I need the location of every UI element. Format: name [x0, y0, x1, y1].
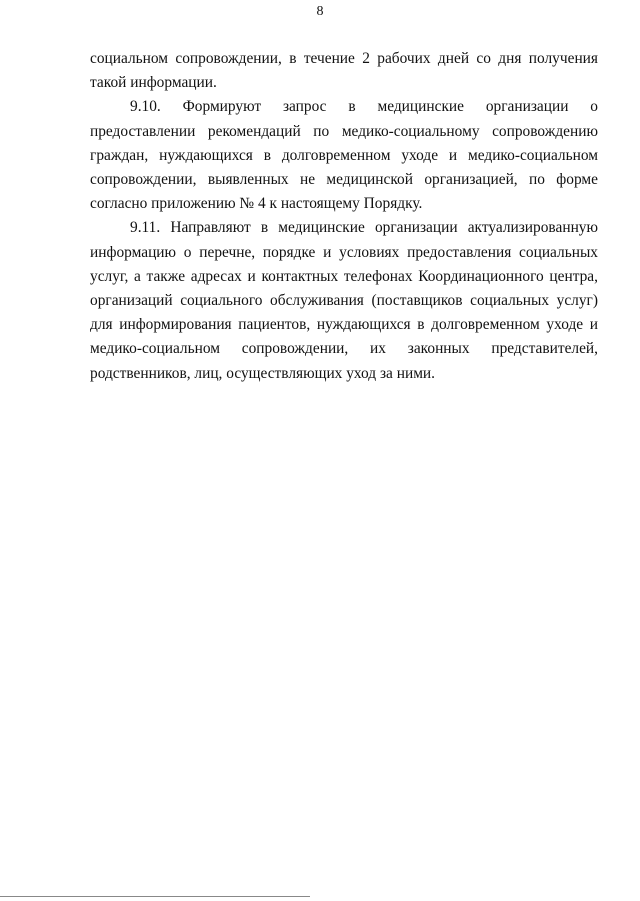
footer-divider — [0, 896, 310, 897]
document-body — [90, 47, 598, 386]
page-number: 8 — [316, 4, 324, 19]
paragraph-item-9-11: 9.11. Направляют в медицинские организации актуализированную информацию о перечне, порядке и условиях предоставления социальных услуг, а также адресах и контактных телефонах Координационного центра, организаций социального обслуживания (поставщиков социальных услуг) для информирования пациентов, нуждающихся в долговременном уходе и медико-социальном сопровождении, их законных представителей, родственников, лиц, осуществляющих уход за ними. — [90, 219, 598, 382]
paragraph-continuation: социальном сопровождении, в течение 2 рабочих дней со дня получения такой информации. — [90, 50, 598, 92]
paragraph-item-9-10: 9.10. Формируют запрос в медицинские организации о предоставлении рекомендаций по медико-социальному сопровождению граждан, нуждающихся в долговременном уходе и медико-социальном сопровождении, выявленных не медицинской организацией, по форме согласно приложению № 4 к настоящему Порядку. — [90, 98, 598, 213]
